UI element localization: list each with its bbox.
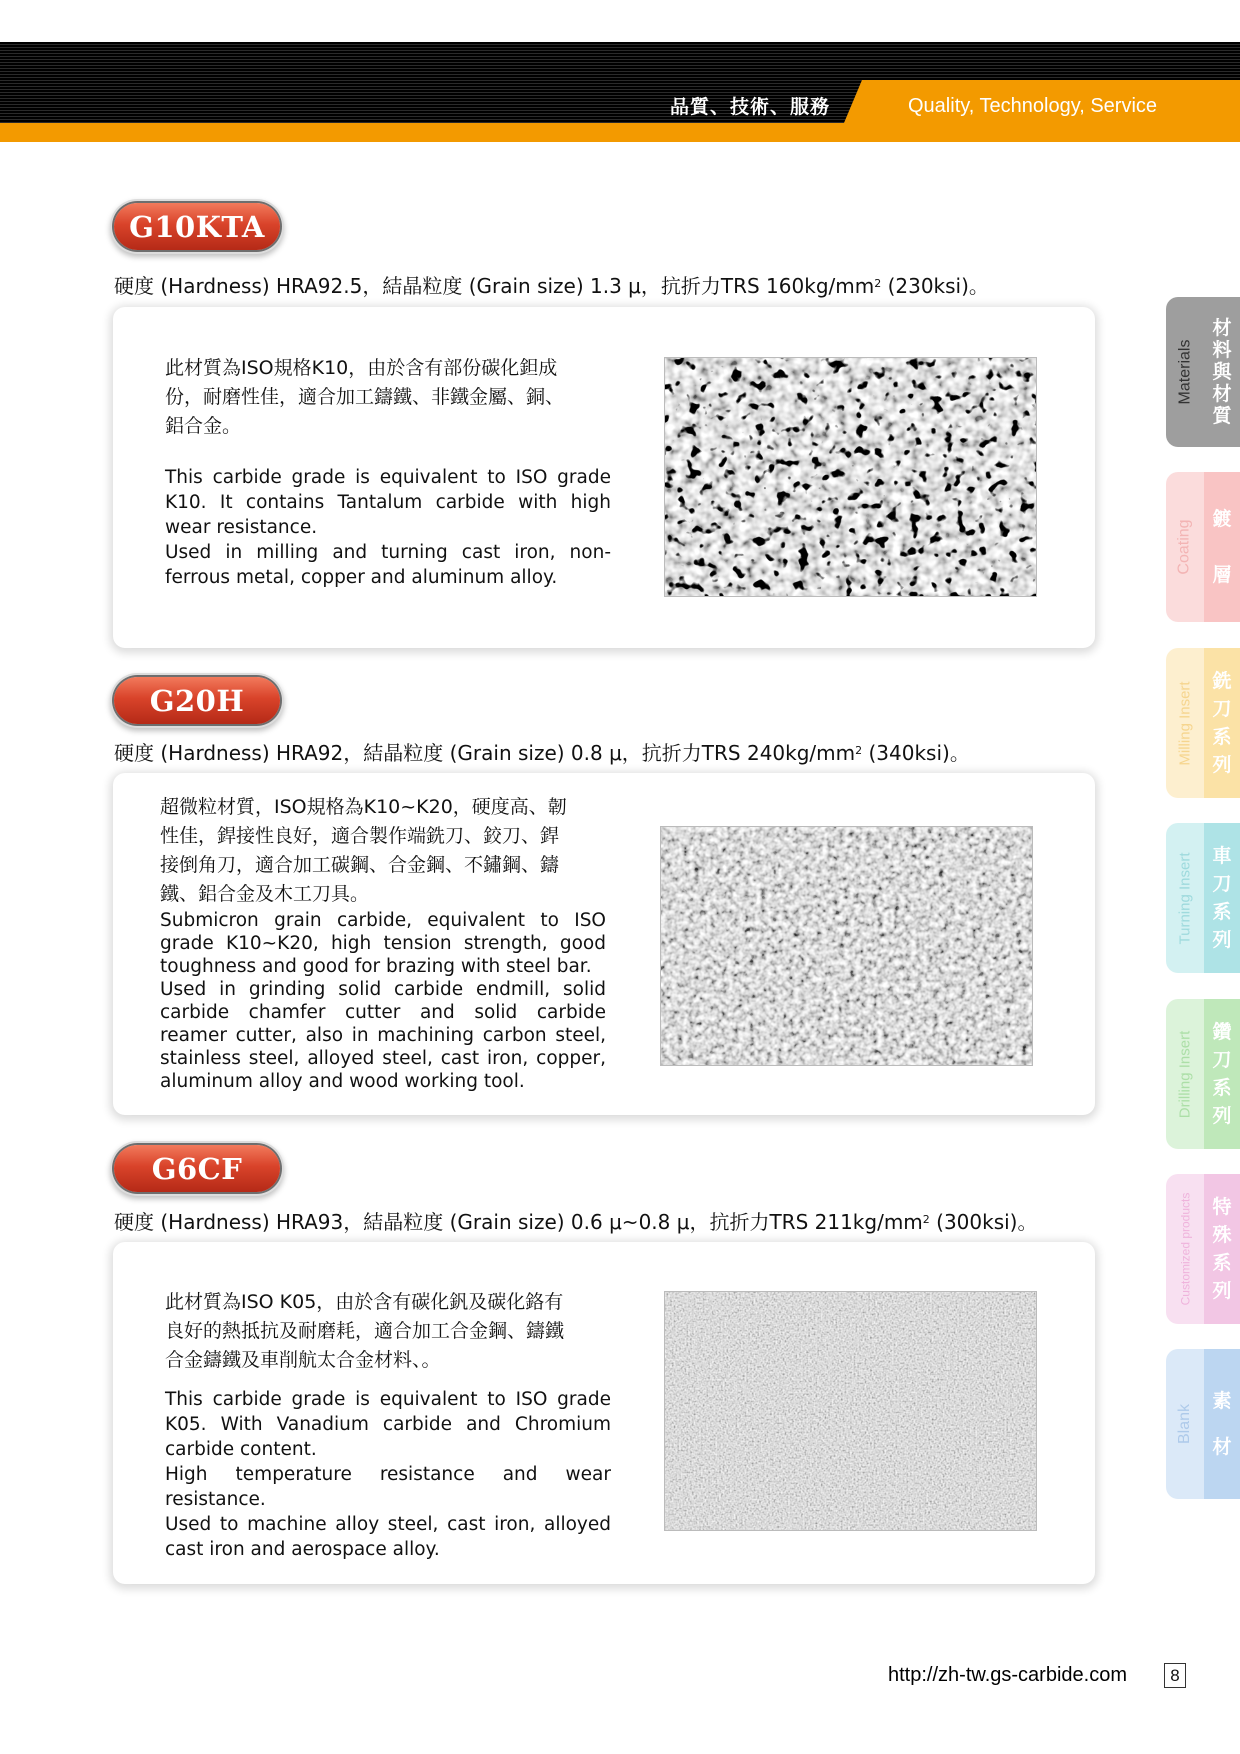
description-en-paragraph: Used in grinding solid carbide endmill, solid carbide chamfer cutter and solid carbide reamer cutter, also in machining carbon steel, stainless steel, alloyed steel, cast iron, copper, aluminum alloy and wood working tool. xyxy=(160,979,606,1092)
description-en xyxy=(160,909,606,1093)
side-tab-label-en: Materials xyxy=(1176,339,1193,405)
side-tab-label-en: Milling Insert xyxy=(1176,680,1194,766)
description-en-paragraph: High temperature resistance and wear resistance. xyxy=(165,1464,611,1510)
side-tab-label-zh: 素 材 xyxy=(1204,1349,1240,1499)
description-en xyxy=(165,465,611,590)
side-tab-milling-insert[interactable] xyxy=(1166,648,1240,798)
description-zh-line: 接倒角刀，適合加工碳鋼、合金鋼、不鏽鋼、鑄 xyxy=(160,854,560,876)
side-tab-materials[interactable] xyxy=(1166,297,1240,447)
grade-card-g10kta xyxy=(113,307,1095,648)
side-tab-label-zh: 材 料 與 材 質 xyxy=(1212,317,1232,427)
description-en-paragraph: Submicron grain carbide, equivalent to ISO grade K10~K20, high tension strength, good toughness and good for brazing with steel bar. xyxy=(160,910,606,977)
side-tab-label-zh: 車 刀 系 列 xyxy=(1204,823,1240,973)
side-tab-label-en: Drilling Insert xyxy=(1176,1030,1194,1118)
microstructure-image-g10kta xyxy=(664,357,1037,597)
description-zh-line: 鋁合金。 xyxy=(165,415,242,437)
description-zh-line: 份，耐磨性佳，適合加工鑄鐵、非鐵金屬、銅、 xyxy=(165,386,565,408)
grade-card-g20h xyxy=(113,773,1095,1115)
microstructure-image-g6cf xyxy=(664,1291,1037,1531)
grade-card-g6cf xyxy=(113,1242,1095,1584)
description-zh xyxy=(160,793,610,909)
grade-spec-g20h: 硬度 (Hardness) HRA92，結晶粒度 (Grain size) 0.8 μ，抗折力TRS $240kg/mm^2$ (340ksi)。 xyxy=(114,741,970,765)
side-tab-drilling-insert[interactable] xyxy=(1166,999,1240,1149)
website-url[interactable]: http://zh-tw.gs-carbide.com xyxy=(888,1664,1127,1686)
side-tab-label-zh: 特 殊 系 列 xyxy=(1204,1174,1240,1324)
side-tab-coating[interactable] xyxy=(1166,472,1240,622)
side-tab-label-zh: 銑 刀 系 列 xyxy=(1204,648,1240,798)
grade-badge-g6cf: G6CF xyxy=(114,1145,280,1192)
side-tab-label-en: Turning Insert xyxy=(1176,852,1194,944)
description-zh-line: 良好的熱抵抗及耐磨耗，適合加工合金鋼、鑄鐵 xyxy=(165,1320,565,1342)
description-zh-line: 超微粒材質，ISO規格為K10~K20，硬度高、韌 xyxy=(160,796,567,818)
grade-spec-g6cf: 硬度 (Hardness) HRA93，結晶粒度 (Grain size) 0.6 μ~0.8 μ，抗折力TRS $211kg/mm^2$ (300ksi)。 xyxy=(114,1210,1038,1234)
side-tab-customized-products[interactable] xyxy=(1166,1174,1240,1324)
description-en-paragraph: Used to machine alloy steel, cast iron, alloyed cast iron and aerospace alloy. xyxy=(165,1514,611,1560)
side-tab-turning-insert[interactable] xyxy=(1166,823,1240,973)
description-en xyxy=(165,1387,611,1562)
page-number: 8 xyxy=(1164,1663,1186,1688)
header-title-en: Quality, Technology, Service xyxy=(908,95,1158,117)
side-tab-label-en: Blank xyxy=(1176,1403,1193,1445)
side-tab-blank[interactable] xyxy=(1166,1349,1240,1499)
grade-badge-g10kta: G10KTA xyxy=(114,203,280,250)
description-zh-line: 鐵、鋁合金及木工刀具。 xyxy=(160,883,370,905)
side-tab-label-zh: 鍍 層 xyxy=(1204,472,1240,622)
header-title-zh: 品質、技術、服務 xyxy=(670,96,831,118)
side-tab-label-en: Coating xyxy=(1176,519,1193,575)
description-zh xyxy=(165,354,615,441)
description-en-paragraph: This carbide grade is equivalent to ISO grade K05. With Vanadium carbide and Chromium carbide content. xyxy=(165,1389,611,1460)
description-zh-line: 合金鑄鐵及車削航太合金材料、。 xyxy=(165,1349,441,1371)
description-en-paragraph: Used in milling and turning cast iron, non-ferrous metal, copper and aluminum alloy. xyxy=(165,542,611,588)
description-zh-line: 性佳，銲接性良好，適合製作端銑刀、鉸刀、銲 xyxy=(160,825,560,847)
description-en-paragraph: This carbide grade is equivalent to ISO grade K10. It contains Tantalum carbide with high wear resistance. xyxy=(165,467,611,538)
description-zh-line: 此材質為ISO K05，由於含有碳化釩及碳化鉻有 xyxy=(165,1291,564,1313)
grade-badge-g20h: G20H xyxy=(114,677,280,724)
side-tab-label-en: Customized products xyxy=(1178,1192,1192,1306)
description-zh xyxy=(165,1288,615,1375)
microstructure-image-g20h xyxy=(660,826,1033,1066)
grade-spec-g10kta: 硬度 (Hardness) HRA92.5，結晶粒度 (Grain size) 1.3 μ，抗折力TRS $160kg/mm^2$ (230ksi)。 xyxy=(114,274,989,298)
description-zh-line: 此材質為ISO規格K10，由於含有部份碳化鉭成 xyxy=(165,357,558,379)
side-tab-label-zh: 鑽 刀 系 列 xyxy=(1204,999,1240,1149)
